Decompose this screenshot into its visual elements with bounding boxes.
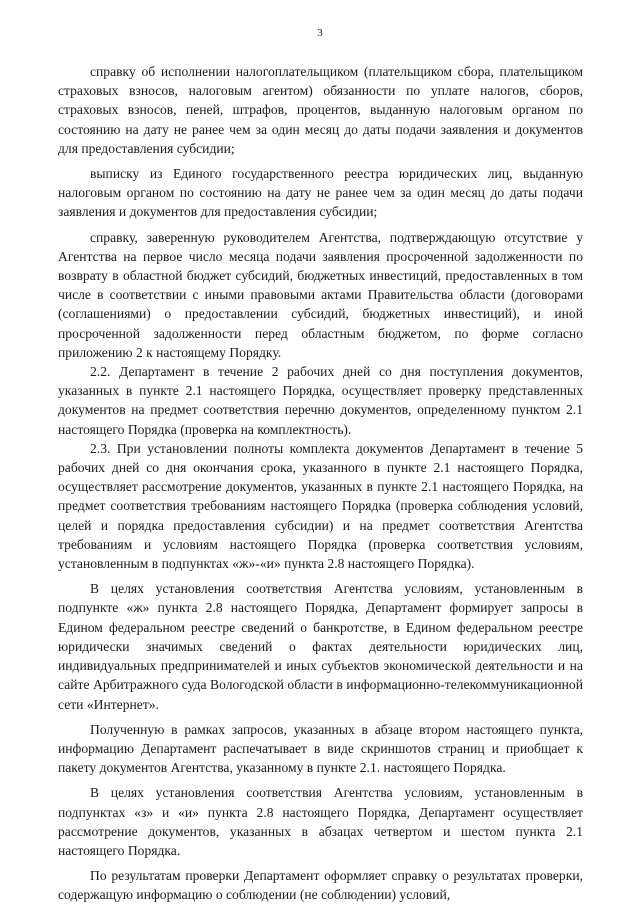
paragraph-conditions-review: В целях установления соответствия Агентства условиям, установленным в подпунктах «з» и «и» пункта 2.8 настоящего Порядка, Департамент осуществляет рассмотрение документов, указанных в абзацах четвертом и шестом пункта 2.1 настоящего Порядка.	[58, 785, 583, 858]
paragraph-debt-certificate: справку, заверенную руководителем Агентства, подтверждающую отсутствие у Агентства на первое число месяца подачи заявления просроченной задолженности по возврату в областной бюджет субсидий, бюджетных инвестиций, предоставленных в том числе в соответствии с иными правовыми актами Правительства области (договорами (соглашениями) о предоставлении субсидий, бюджетных инвестиций), и иной просроченной задолженности перед областным бюджетом, по форме согласно приложению 2 к настоящему Порядку.	[58, 229, 583, 360]
paragraph-screenshots: Полученную в рамках запросов, указанных в абзаце втором настоящего пункта, информацию Департамент распечатывает в виде скриншотов страниц и приобщает к пакету документов Агентства, указанному в пункте 2.1. настоящего Порядка.	[58, 721, 583, 776]
paragraph-2-2: 2.2. Департамент в течение 2 рабочих дней со дня поступления документов, указанных в пункте 2.1 настоящего Порядка, осуществляет проверку представленных документов на предмет соответствия перечню документов, определенному пунктом 2.1 настоящего Порядка (проверка на комплектность).	[58, 364, 583, 437]
paragraph-tax-certificate: справку об исполнении налогоплательщиком (плательщиком сбора, плательщиком страховых взносов, налоговым агентом) обязанности по уплате налогов, сборов, страховых взносов, пеней, штрафов, процентов, выданную налоговым органом по состоянию на дату не ранее чем за один месяц до даты подачи заявления и документов для предоставления субсидии;	[58, 64, 583, 156]
document-body	[58, 62, 583, 905]
page-number: 3	[317, 27, 323, 39]
paragraph-egrul-extract: выписку из Единого государственного реестра юридических лиц, выданную налоговым органом по состоянию на дату не ранее чем за один месяц до даты подачи заявления и документов для предоставления субсидии;	[58, 166, 583, 220]
paragraph-check-results: По результатам проверки Департамент оформляет справку о результатах проверки, содержащую информацию о соблюдении (не соблюдении) условий,	[58, 868, 583, 903]
paragraph-2-3: 2.3. При установлении полноты комплекта документов Департамент в течение 5 рабочих дней со дня окончания срока, указанного в пункте 2.1 настоящего Порядка, осуществляет рассмотрение документов, указанных в пункте 2.1 настоящего Порядка, на предмет соответствия требованиям настоящего Порядка (проверка соблюдения условий, целей и порядка предоставления субсидии) и на предмет соответствия Агентства требованиям и условиям настоящего Порядка (проверка соответствия условиям, установленным в подпунктах «ж»-«и» пункта 2.8 настоящего Порядка).	[58, 440, 583, 572]
paragraph-registry-requests: В целях установления соответствия Агентства условиям, установленным в подпункте «ж» пункта 2.8 настоящего Порядка, Департамент формирует запросы в Едином федеральном реестре сведений о банкротстве, в Едином федеральном реестре юридически значимых сведений о фактах деятельности юридических лиц, индивидуальных предпринимателей и иных субъектов экономической деятельности и на сайте Арбитражного суда Вологодской области в информационно-телекоммуникационной сети «Интернет».	[58, 581, 583, 712]
